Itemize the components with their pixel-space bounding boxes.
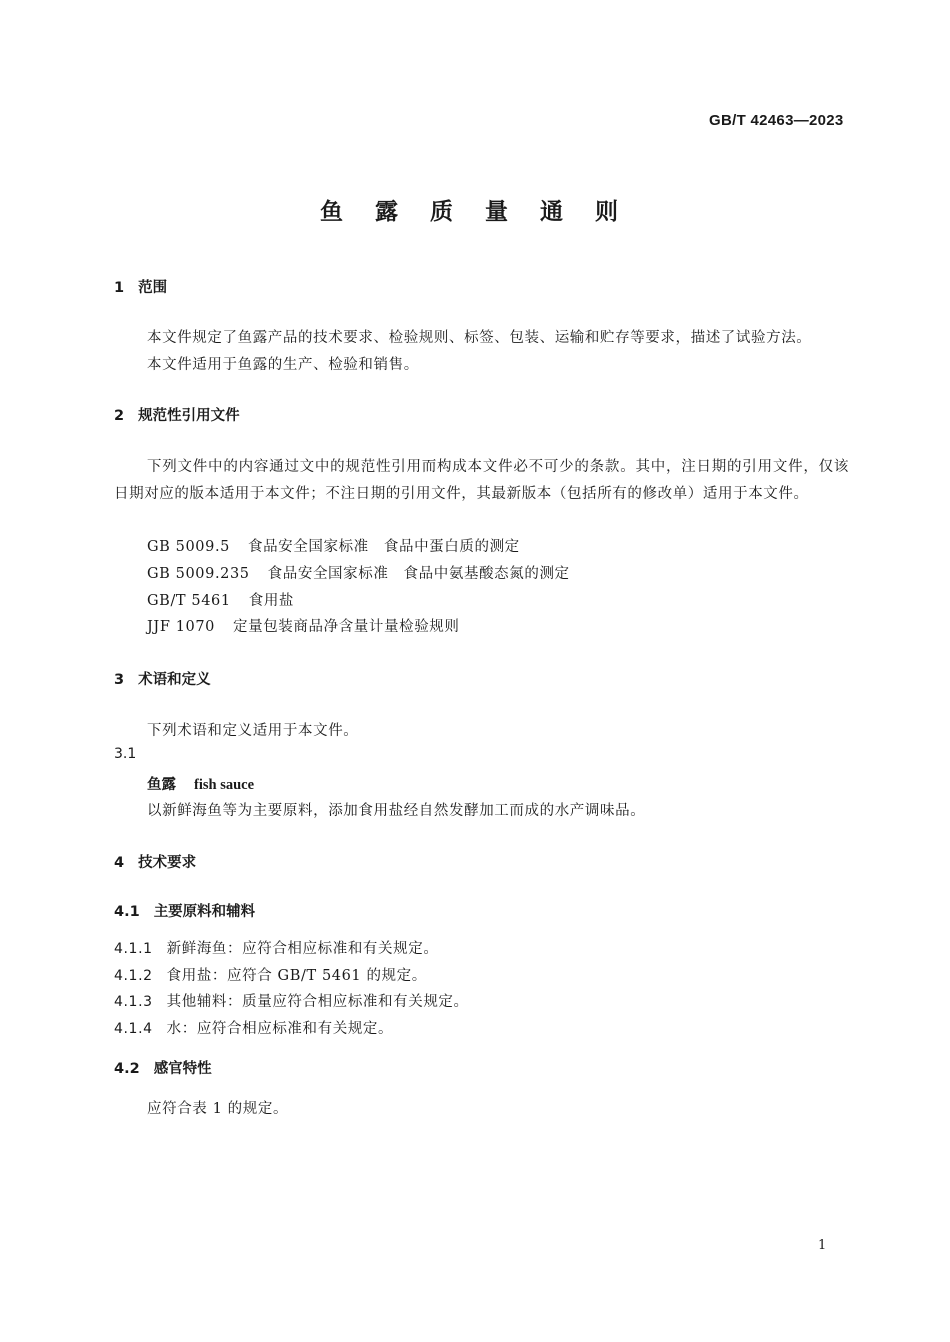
section-number: 3 — [114, 672, 125, 688]
reference-item — [147, 535, 520, 556]
section-1-heading — [114, 276, 167, 297]
paragraph: 应符合表 1 的规定。 — [147, 1101, 289, 1117]
reference-title: 食用盐 — [248, 593, 295, 609]
paragraph: 下列文件中的内容通过文中的规范性引用而构成本文件必不可少的条款。其中，注日期的引用文件，仅该日期对应的版本适用于本文件；不注日期的引用文件，其最新版本（包括所有的修改单）适用于本文件。 — [114, 459, 849, 502]
term-definition: 以新鲜海鱼等为主要原料，添加食用盐经自然发酵加工而成的水产调味品。 — [147, 803, 646, 819]
section-3-heading — [114, 668, 211, 689]
reference-title: 定量包装商品净含量计量检验规则 — [233, 619, 460, 635]
document-title: 鱼 露 质 量 通 则 — [319, 199, 631, 225]
section-title: 感官特性 — [153, 1061, 212, 1077]
clause-item — [114, 937, 438, 958]
section-number: 4.1 — [114, 904, 140, 920]
subsection-4-1-heading — [114, 900, 255, 921]
clause-number: 4.1.1 — [114, 941, 153, 957]
section-number: 4.2 — [114, 1061, 140, 1077]
paragraph: 下列术语和定义适用于本文件。 — [147, 723, 359, 739]
paragraph: 本文件适用于鱼露的生产、检验和销售。 — [147, 357, 419, 373]
section-title: 术语和定义 — [138, 672, 211, 688]
clause-text: 水：应符合相应标准和有关规定。 — [166, 1021, 394, 1037]
clause-text: 新鲜海鱼：应符合相应标准和有关规定。 — [166, 941, 439, 957]
subsection-4-2-heading — [114, 1057, 212, 1078]
clause-number: 4.1.3 — [114, 994, 153, 1010]
reference-item — [147, 589, 294, 610]
term-english: fish sauce — [194, 777, 255, 793]
clause-item — [114, 964, 427, 985]
section-title: 范围 — [138, 280, 168, 296]
section-number: 4 — [114, 855, 125, 871]
section-4-heading — [114, 851, 196, 872]
paragraph: 本文件规定了鱼露产品的技术要求、检验规则、标签、包装、运输和贮存等要求，描述了试验方法。 — [147, 330, 812, 346]
section-number: 1 — [114, 280, 125, 296]
reference-item — [147, 615, 460, 636]
clause-item — [114, 990, 469, 1011]
term-entry — [147, 773, 254, 794]
reference-title: 食品安全国家标准 食品中氨基酸态氮的测定 — [267, 566, 570, 582]
clause-number: 4.1.4 — [114, 1021, 153, 1037]
reference-code: JJF 1070 — [147, 619, 215, 635]
clause-text: 食用盐：应符合 GB/T 5461 的规定。 — [166, 968, 427, 984]
term-number: 3.1 — [114, 746, 137, 762]
reference-code: GB/T 5461 — [147, 593, 231, 609]
clause-text: 其他辅料：质量应符合相应标准和有关规定。 — [166, 994, 469, 1010]
section-title: 主要原料和辅料 — [153, 904, 256, 920]
section-title: 技术要求 — [138, 855, 197, 871]
section-number: 2 — [114, 408, 125, 424]
section-2-heading — [114, 404, 240, 425]
reference-item — [147, 562, 570, 583]
term-chinese: 鱼露 — [147, 776, 176, 793]
reference-code: GB 5009.5 — [147, 539, 230, 555]
reference-title: 食品安全国家标准 食品中蛋白质的测定 — [247, 539, 520, 555]
clause-item — [114, 1017, 393, 1038]
clause-number: 4.1.2 — [114, 968, 153, 984]
reference-code: GB 5009.235 — [147, 566, 250, 582]
standard-code: GB/T 42463—2023 — [709, 112, 844, 129]
page-number: 1 — [818, 1238, 827, 1253]
section-title: 规范性引用文件 — [138, 408, 240, 424]
